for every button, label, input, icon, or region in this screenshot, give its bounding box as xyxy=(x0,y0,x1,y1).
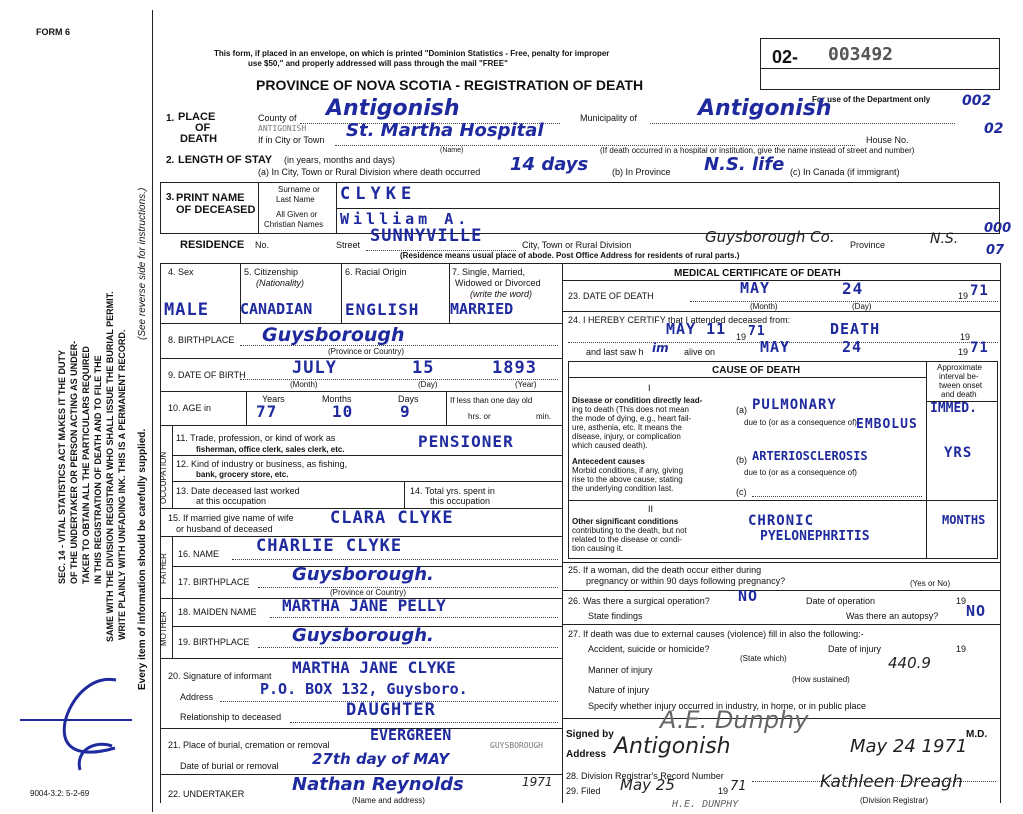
accident-label: Accident, suicide or homicide? xyxy=(588,644,710,654)
surgery-value: NO xyxy=(738,587,759,605)
antecedent-label-2: Morbid conditions, if any, giving xyxy=(572,466,684,475)
burial-place-value: EVERGREEN xyxy=(370,726,452,744)
md-label: M.D. xyxy=(966,729,988,740)
interval-label-1: Approximate xyxy=(937,363,982,372)
cause-other-value-1: CHRONIC xyxy=(748,513,815,529)
occupation-value: PENSIONER xyxy=(418,432,514,451)
residence-label: RESIDENCE xyxy=(180,239,245,251)
side-text-8: (See reverse side for instructions.) xyxy=(137,187,148,340)
father-name-value: CHARLIE CLYKE xyxy=(256,536,403,556)
marital-label-2: Widowed or Divorced xyxy=(455,278,541,288)
death-year-prefix: 19 xyxy=(958,291,969,301)
dob-day-hint: (Day) xyxy=(418,380,438,389)
informant-value: MARTHA JANE CLYKE xyxy=(292,658,456,677)
mother-maiden-value: MARTHA JANE PELLY xyxy=(282,596,446,615)
registrar-signature: Kathleen Dreagh xyxy=(820,772,963,792)
signed-by-value: A.E. Dunphy xyxy=(660,706,809,734)
stay-a-label: (a) In City, Town or Rural Division where death occurred xyxy=(258,167,481,177)
envelope-note-2: use $50," and properly addressed will pass through the mail "FREE" xyxy=(248,59,508,68)
undertaker-label: 22. UNDERTAKER xyxy=(168,789,245,799)
disease-label-4: ure, asthenia, etc. It means the xyxy=(572,423,682,432)
surgery-label: 26. Was there a surgical operation? xyxy=(568,596,710,606)
citizenship-label-2: (Nationality) xyxy=(256,278,305,288)
age-years-value: 77 xyxy=(256,402,278,421)
last-saw-label: and last saw h xyxy=(586,347,644,357)
marital-label-1: 7. Single, Married, xyxy=(452,267,526,277)
last-saw-suffix-value: im xyxy=(652,341,669,355)
given-label-1: All Given or xyxy=(276,210,318,219)
sex-label: 4. Sex xyxy=(168,267,194,277)
stay-city-value: 14 days xyxy=(510,154,589,175)
dept-code-2: 02 xyxy=(984,121,1004,137)
province-value: N.S. xyxy=(930,231,959,247)
dob-label: 9. DATE OF BIRTH xyxy=(168,370,246,380)
father-birthplace-hint: (Province or Country) xyxy=(330,588,407,597)
due-to-label-1: due to (or as a consequence of) xyxy=(744,418,857,427)
burial-date-value: 27th day of MAY xyxy=(312,750,450,768)
side-text-1: SEC. 14 - VITAL STATISTICS ACT MAKES IT THE DUTY xyxy=(57,349,67,584)
occ-13-label-1: 13. Date deceased last worked xyxy=(176,486,300,496)
hrs-label: hrs. or xyxy=(468,412,491,421)
stay-province-value: N.S. life xyxy=(704,154,785,175)
side-text-5: SAME WITH THE DIVISION REGISTRAR WHO SHALL ISSUE THE BURIAL PERMIT. xyxy=(105,291,115,642)
birthplace-hint: (Province or Country) xyxy=(328,347,405,356)
death-month-value: MAY xyxy=(740,279,771,297)
dob-year-hint: (Year) xyxy=(515,380,537,389)
place-name-value: St. Martha Hospital xyxy=(346,120,544,141)
wife-label-2: or husband of deceased xyxy=(176,524,273,534)
cause-a-value-1: PULMONARY xyxy=(752,397,837,413)
other-label-1: Other significant conditions xyxy=(572,517,679,526)
cause-title: CAUSE OF DEATH xyxy=(712,365,801,376)
interval-label-2: interval be- xyxy=(939,372,979,381)
disease-label-6: which caused death). xyxy=(572,441,648,450)
occ-14-label-1: 14. Total yrs. spent in xyxy=(410,486,495,496)
filed-date-value: May 25 xyxy=(620,776,675,794)
given-label-2: Christian Names xyxy=(264,220,324,229)
interval-other-value: MONTHS xyxy=(942,513,986,527)
how-hint: (How sustained) xyxy=(792,675,850,684)
disease-label-3: the mode of dying, e.g., heart fail- xyxy=(572,414,692,423)
dob-year-value: 1893 xyxy=(492,358,537,378)
age-days-label: Days xyxy=(398,394,419,404)
mother-birthplace-label: 19. BIRTHPLACE xyxy=(178,637,250,647)
occupation-label: OCCUPATION xyxy=(159,451,168,504)
side-text-7: Every item of information should be carefully supplied. xyxy=(137,428,148,690)
occ-11-label-1: 11. Trade, profession, or kind of work as xyxy=(176,433,336,443)
cause-a-value-2: EMBOLUS xyxy=(856,417,918,432)
mother-birthplace-value: Guysborough. xyxy=(292,625,434,646)
stay-b-label: (b) In Province xyxy=(612,167,671,177)
disease-label-5: disease, injury, or complication xyxy=(572,432,681,441)
antecedent-label-1: Antecedent causes xyxy=(572,457,645,466)
mother-maiden-label: 18. MAIDEN NAME xyxy=(178,607,257,617)
state-which-hint: (State which) xyxy=(740,654,787,663)
interval-label-4: and death xyxy=(941,390,977,399)
dept-use-label: For use of the Department only xyxy=(812,95,931,104)
age-label: 10. AGE in xyxy=(168,403,212,413)
name-hint: (Name) xyxy=(440,147,464,154)
specify-label: Specify whether injury occurred in industry, in home, or in public place xyxy=(588,701,866,711)
undertaker-value: Nathan Reynolds xyxy=(292,774,464,795)
racial-label: 6. Racial Origin xyxy=(345,267,407,277)
attended-year-prefix: 19 xyxy=(736,332,747,342)
side-text-3: TAKER TO OBTAIN ALL THE PARTICULARS REQUIRED xyxy=(81,346,91,584)
cause-section-1: I xyxy=(648,383,651,393)
hospital-note: (If death occurred in a hospital or institution, give the name instead of street and number) xyxy=(600,146,915,155)
residence-street-label: Street xyxy=(336,240,361,250)
age-years-label: Years xyxy=(262,394,285,404)
last-saw-month-value: MAY xyxy=(760,338,791,356)
filed-label: 29. Filed xyxy=(566,786,601,796)
death-month-hint: (Month) xyxy=(750,302,778,311)
death-year-value: 71 xyxy=(970,283,989,299)
house-no-label: House No. xyxy=(866,135,909,145)
burial-date-label: Date of burial or removal xyxy=(180,761,279,771)
surname-label-1: Surname or xyxy=(278,185,320,194)
death-day-hint: (Day) xyxy=(852,302,872,311)
informant-address-value: P.O. BOX 132, Guysboro. xyxy=(260,680,468,698)
last-saw-year-value: 71 xyxy=(970,340,989,356)
given-value: William A. xyxy=(340,210,471,228)
date-injury-year-prefix: 19 xyxy=(956,644,967,654)
city-value: Guysborough Co. xyxy=(705,228,835,246)
burial-stamp: GUYSBOROUGH xyxy=(490,741,543,750)
filed-year-prefix: 19 xyxy=(718,786,729,796)
envelope-note-1: This form, if placed in an envelope, on which is printed "Dominion Statistics - Free, penalty for improper xyxy=(214,49,610,58)
occ-12-label-1: 12. Kind of industry or business, as fishing, xyxy=(176,459,348,469)
antecedent-label-4: the underlying condition last. xyxy=(572,484,674,493)
woman-label-1: 25. If a woman, did the death occur either during xyxy=(568,565,762,575)
surname-label-2: Last Name xyxy=(276,195,315,204)
yes-no-hint: (Yes or No) xyxy=(910,579,951,588)
state-findings-label: State findings xyxy=(588,611,643,621)
div-reg-number-label: 28. Division Registrar's Record Number xyxy=(566,771,724,781)
signed-address-label: Address xyxy=(566,749,607,760)
date-injury-label: Date of injury xyxy=(828,644,882,654)
place-num: 1. xyxy=(166,113,175,124)
attended-to-value: DEATH xyxy=(830,320,881,338)
father-name-label: 16. NAME xyxy=(178,549,220,559)
place-label-3: DEATH xyxy=(180,133,218,145)
side-text-4: IN THIS REGISTRATION OF DEATH AND TO FILE THE xyxy=(93,355,103,584)
print-label-2: OF DECEASED xyxy=(176,204,256,216)
last-saw-day-value: 24 xyxy=(842,338,863,356)
stay-hint: (in years, months and days) xyxy=(284,155,396,165)
autopsy-label: Was there an autopsy? xyxy=(846,611,939,621)
attended-year-value: 71 xyxy=(748,324,766,339)
other-label-3: related to the disease or condi- xyxy=(572,535,682,544)
occ-12-label-2: bank, grocery store, etc. xyxy=(196,470,289,479)
place-label-1: PLACE xyxy=(178,111,216,123)
marital-value: MARRIED xyxy=(450,300,514,318)
other-label-2: contributing to the death, but not xyxy=(572,526,687,535)
external-label: 27. If death was due to external causes (violence) fill in also the following:- xyxy=(568,629,864,639)
municipality-value: Antigonish xyxy=(698,96,832,121)
place-stamp: ANTIGONISH xyxy=(258,124,307,133)
other-label-4: tion causing it. xyxy=(572,544,624,553)
age-months-value: 10 xyxy=(332,402,354,421)
last-saw-year-prefix: 19 xyxy=(958,347,969,357)
interval-label-3: tween onset xyxy=(939,381,983,390)
death-date-label: 23. DATE OF DEATH xyxy=(568,291,654,301)
bottom-code: 9004-3.2: 5-2-69 xyxy=(30,789,90,798)
city-label: If in City or Town xyxy=(258,135,325,145)
initial-mark-signature xyxy=(20,660,140,780)
side-text-2: OF THE UNDERTAKER OR PERSON ACTING AS UNDER- xyxy=(69,340,79,584)
dob-day-value: 15 xyxy=(412,358,435,378)
interval-a-value: IMMED. xyxy=(930,401,977,416)
cause-section-2: II xyxy=(648,504,654,514)
county-label: County of xyxy=(258,113,297,123)
stay-c-label: (c) In Canada (if immigrant) xyxy=(790,167,900,177)
disease-label-1: Disease or condition directly lead- xyxy=(572,396,703,405)
filed-year-value: 71 xyxy=(730,779,747,794)
cause-a-marker: (a) xyxy=(736,405,747,415)
signer-stamp: H.E. DUNPHY xyxy=(672,799,739,810)
manner-label: Manner of injury xyxy=(588,665,653,675)
certify-label: 24. I HEREBY CERTIFY that I attended deceased from: xyxy=(568,315,791,325)
occ-13-label-2: at this occupation xyxy=(196,496,267,506)
death-day-value: 24 xyxy=(842,279,864,298)
stay-num: 2. xyxy=(166,155,175,166)
relationship-value: DAUGHTER xyxy=(346,700,436,720)
dept-code-3: 000 xyxy=(984,221,1012,236)
interval-b-value: YRS xyxy=(944,445,973,461)
page-title: PROVINCE OF NOVA SCOTIA - REGISTRATION OF DEATH xyxy=(256,77,644,93)
dept-code-1: 002 xyxy=(962,93,992,109)
marital-label-3: (write the word) xyxy=(470,289,533,299)
cause-b-marker: (b) xyxy=(736,455,747,465)
reg-prefix: 02- xyxy=(772,47,799,67)
burial-place-label: 21. Place of burial, cremation or removal xyxy=(168,740,330,750)
father-label: FATHER xyxy=(159,553,168,584)
dob-month-hint: (Month) xyxy=(290,380,318,389)
racial-value: ENGLISH xyxy=(345,300,420,319)
less-day-label: If less than one day old xyxy=(450,396,533,405)
undertaker-hint: (Name and address) xyxy=(352,796,425,805)
father-birthplace-label: 17. BIRTHPLACE xyxy=(178,577,250,587)
residence-no-label: No. xyxy=(255,240,270,250)
alive-on-label: alive on xyxy=(684,347,716,357)
wife-label-1: 15. If married give name of wife xyxy=(168,513,294,523)
side-text-6: WRITE PLAINLY WITH UNFADING INK. THIS IS A PERMANENT RECORD. xyxy=(117,329,127,640)
birthplace-label: 8. BIRTHPLACE xyxy=(168,335,235,345)
citizenship-value: CANADIAN xyxy=(240,300,313,318)
relationship-label: Relationship to deceased xyxy=(180,712,282,722)
stay-label: LENGTH OF STAY xyxy=(178,154,273,166)
informant-address-label: Address xyxy=(180,692,214,702)
age-months-label: Months xyxy=(322,394,352,404)
signed-date-value: May 24 1971 xyxy=(850,736,968,757)
autopsy-value: NO xyxy=(966,602,987,620)
disease-label-2: ing to death (This does not mean xyxy=(572,405,689,414)
form-number: FORM 6 xyxy=(36,27,71,37)
antecedent-label-3: rise to the above cause, stating xyxy=(572,475,683,484)
print-num: 3. xyxy=(166,192,175,203)
div-registrar-hint: (Division Registrar) xyxy=(860,796,929,805)
nature-label: Nature of injury xyxy=(588,685,650,695)
dob-month-value: JULY xyxy=(292,358,337,378)
date-op-year-prefix: 19 xyxy=(956,596,967,606)
cause-c-marker: (c) xyxy=(736,487,747,497)
attended-to-year-prefix: 19 xyxy=(960,332,971,342)
attended-from-value: MAY 11 xyxy=(666,320,727,338)
occ-14-label-2: this occupation xyxy=(430,496,491,506)
sex-value: MALE xyxy=(164,300,209,320)
medical-title: MEDICAL CERTIFICATE OF DEATH xyxy=(674,268,841,279)
citizenship-label-1: 5. Citizenship xyxy=(244,267,299,277)
cause-other-value-2: PYELONEPHRITIS xyxy=(760,529,870,544)
municipality-label: Municipality of xyxy=(580,113,638,123)
residence-note: (Residence means usual place of abode. Post Office Address for residents of rural parts.) xyxy=(400,251,740,260)
birthplace-value: Guysborough xyxy=(262,324,405,346)
manner-code-value: 440.9 xyxy=(888,654,931,672)
min-label: min. xyxy=(536,412,552,421)
place-label-2: OF xyxy=(195,122,211,134)
street-value: SUNNYVILLE xyxy=(370,226,483,246)
dept-code-4: 07 xyxy=(986,243,1005,258)
occ-11-label-2: fisherman, office clerk, sales clerk, etc. xyxy=(196,445,345,454)
age-days-value: 9 xyxy=(400,402,411,421)
reg-number: 003492 xyxy=(828,44,894,65)
wife-value: CLARA CLYKE xyxy=(330,508,454,528)
cause-b-value: ARTERIOSCLEROSIS xyxy=(752,449,868,463)
informant-label: 20. Signature of informant xyxy=(168,671,272,681)
due-to-label-2: due to (or as a consequence of) xyxy=(744,468,857,477)
residence-province-label: Province xyxy=(850,240,886,250)
date-op-label: Date of operation xyxy=(806,596,876,606)
signed-address-value: Antigonish xyxy=(614,734,731,759)
surname-value: CLYKE xyxy=(340,184,417,204)
signed-by-label: Signed by xyxy=(566,729,614,740)
residence-city-label: City, Town or Rural Division xyxy=(522,240,632,250)
woman-label-2: pregnancy or within 90 days following pregnancy? xyxy=(586,576,786,586)
mother-label: MOTHER xyxy=(159,611,168,646)
county-value: Antigonish xyxy=(326,96,460,121)
print-label-1: PRINT NAME xyxy=(176,192,245,204)
father-birthplace-value: Guysborough. xyxy=(292,564,434,585)
burial-year-value: 1971 xyxy=(522,775,553,789)
